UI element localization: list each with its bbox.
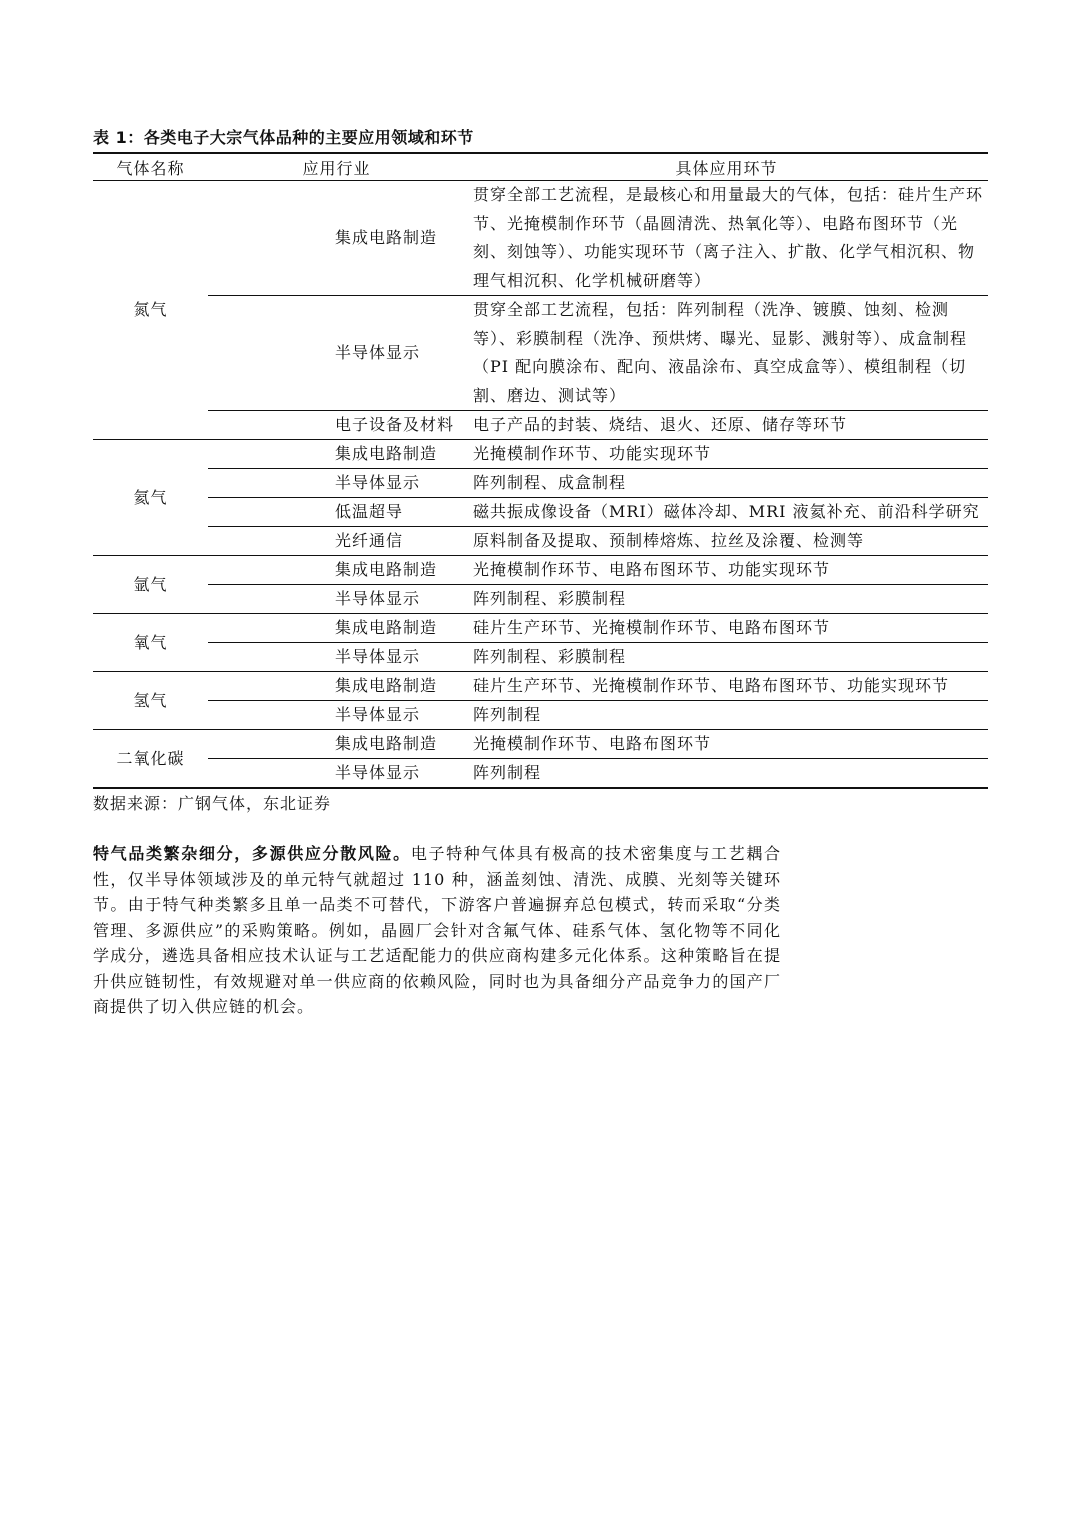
industry-cell: 集成电路制造 — [208, 672, 465, 701]
table-row — [93, 181, 988, 296]
gas-name-cell: 氧气 — [93, 614, 208, 672]
industry-cell: 半导体显示 — [208, 296, 465, 411]
gas-name-cell: 氮气 — [133, 300, 168, 319]
detail-cell: 光掩模制作环节、功能实现环节 — [465, 440, 988, 469]
header-gas-name: 气体名称 — [93, 153, 208, 181]
detail-cell: 光掩模制作环节、电路布图环节、功能实现环节 — [465, 556, 988, 585]
detail-cell: 贯穿全部工艺流程，是最核心和用量最大的气体，包括：硅片生产环节、光掩模制作环节（晶圆清洗、热氧化等）、电路布图环节（光刻、刻蚀等）、功能实现环节（离子注入、扩散、化学气相沉积、物理气相沉积、化学机械研磨等） — [473, 185, 984, 290]
table-row — [93, 556, 988, 585]
industry-cell: 半导体显示 — [208, 759, 465, 789]
table-title: 表 1：各类电子大宗气体品种的主要应用领域和环节 — [93, 128, 474, 147]
table-row — [93, 469, 988, 498]
table-row — [93, 585, 988, 614]
paragraph-lead: 特气品类繁杂细分，多源供应分散风险。 — [93, 844, 411, 863]
industry-cell: 电子设备及材料 — [208, 411, 465, 440]
industry-cell: 半导体显示 — [208, 585, 465, 614]
table-row — [93, 701, 988, 730]
table-row — [93, 527, 988, 556]
detail-cell: 硅片生产环节、光掩模制作环节、电路布图环节、功能实现环节 — [465, 672, 988, 701]
table-header-row — [93, 153, 988, 181]
industry-cell: 集成电路制造 — [208, 730, 465, 759]
detail-cell: 硅片生产环节、光掩模制作环节、电路布图环节 — [465, 614, 988, 643]
gas-name-cell: 氢气 — [93, 672, 208, 730]
detail-cell: 磁共振成像设备（MRI）磁体冷却、MRI 液氦补充、前沿科学研究 — [465, 498, 988, 527]
industry-cell: 半导体显示 — [208, 469, 465, 498]
gas-name-cell: 二氧化碳 — [93, 730, 208, 789]
table-row — [93, 730, 988, 759]
data-source-note: 数据来源：广钢气体，东北证券 — [93, 794, 332, 813]
paragraph-body: 电子特种气体具有极高的技术密集度与工艺耦合性，仅半导体领域涉及的单元特气就超过 110 种，涵盖刻蚀、清洗、成膜、光刻等关键环节。由于特气种类繁多且单一品类不可替代，下游客户普遍摒弃总包模式，转而采取“分类管理、多源供应”的采购策略。例如，晶圆厂会针对含氟气体、硅系气体、氢化物等不同化学成分，遴选具备相应技术认证与工艺适配能力的供应商构建多元化体系。这种策略旨在提升供应链韧性，有效规避对单一供应商的依赖风险，同时也为具备细分产品竞争力的国产厂商提供了切入供应链的机会。 — [93, 844, 781, 1016]
table-row — [93, 672, 988, 701]
detail-cell: 电子产品的封装、烧结、退火、还原、储存等环节 — [465, 411, 988, 440]
gas-name-cell: 氩气 — [93, 556, 208, 614]
industry-cell: 低温超导 — [208, 498, 465, 527]
detail-cell: 阵列制程、彩膜制程 — [465, 585, 988, 614]
table-row — [93, 411, 988, 440]
industry-cell: 半导体显示 — [208, 643, 465, 672]
body-paragraph — [93, 841, 781, 1020]
gas-name-cell: 氦气 — [93, 440, 208, 556]
industry-cell: 半导体显示 — [208, 701, 465, 730]
table-row — [93, 759, 988, 789]
header-industry: 应用行业 — [208, 153, 465, 181]
detail-cell: 原料制备及提取、预制棒熔炼、拉丝及涂覆、检测等 — [465, 527, 988, 556]
industry-cell: 光纤通信 — [208, 527, 465, 556]
detail-cell: 阵列制程、彩膜制程 — [465, 643, 988, 672]
table-row — [93, 614, 988, 643]
industry-cell: 集成电路制造 — [208, 556, 465, 585]
detail-cell: 阵列制程、成盒制程 — [465, 469, 988, 498]
industry-cell: 集成电路制造 — [335, 228, 438, 247]
table-row — [93, 643, 988, 672]
detail-cell: 光掩模制作环节、电路布图环节 — [465, 730, 988, 759]
gas-application-table — [93, 152, 988, 789]
document-page — [93, 128, 988, 1020]
industry-cell: 集成电路制造 — [208, 440, 465, 469]
detail-cell: 贯穿全部工艺流程，包括：阵列制程（洗净、镀膜、蚀刻、检测等）、彩膜制程（洗净、预烘烤、曝光、显影、溅射等）、成盒制程（PI 配向膜涂布、配向、液晶涂布、真空成盒等）、模组制程（切割、磨边、测试等） — [465, 296, 988, 411]
industry-cell: 集成电路制造 — [208, 614, 465, 643]
table-row — [93, 296, 988, 411]
table-row — [93, 498, 988, 527]
header-detail: 具体应用环节 — [465, 153, 988, 181]
detail-cell: 阵列制程 — [465, 759, 988, 789]
table-row — [93, 440, 988, 469]
detail-cell: 阵列制程 — [465, 701, 988, 730]
